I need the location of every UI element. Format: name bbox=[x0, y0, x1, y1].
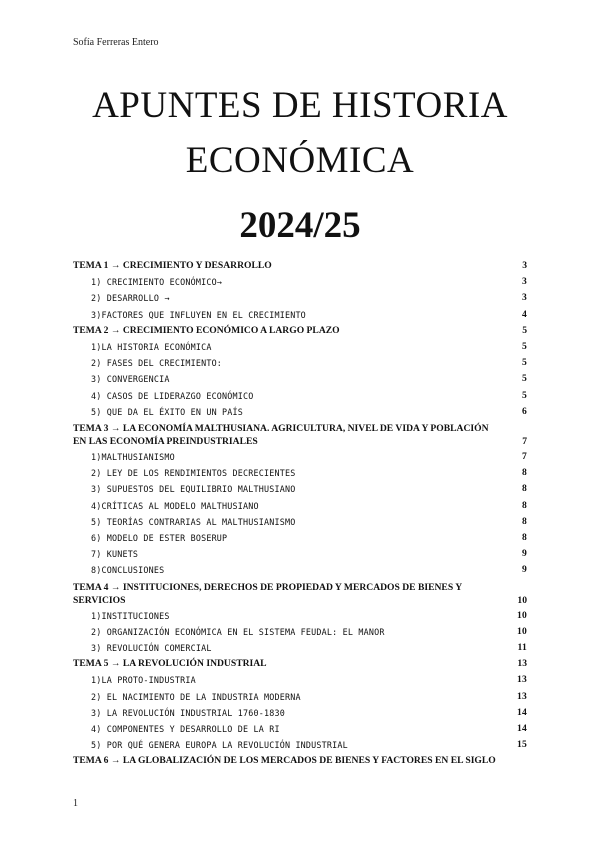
toc-entry-page: 8 bbox=[522, 483, 527, 495]
toc-section-entry[interactable] bbox=[73, 546, 527, 562]
toc-section-entry[interactable] bbox=[73, 689, 527, 705]
toc-entry-text: 8)CONCLUSIONES bbox=[91, 565, 165, 576]
toc-entry-page: 8 bbox=[522, 515, 527, 527]
toc-entry-page: 7 bbox=[522, 451, 527, 463]
toc-section-entry[interactable] bbox=[73, 355, 527, 371]
toc-section-entry[interactable] bbox=[73, 737, 527, 753]
toc-entry-page: 13 bbox=[517, 690, 527, 702]
toc-section-entry[interactable] bbox=[73, 624, 527, 640]
toc-entry-text: TEMA 3 → LA ECONOMÍA MALTHUSIANA. AGRICULTURA, NIVEL DE VIDA Y POBLACIÓN EN LAS ECONOMÍA PREINDUSTRIALES bbox=[73, 423, 489, 448]
toc-entry-page: 5 bbox=[522, 357, 527, 369]
toc-section-entry[interactable] bbox=[73, 388, 527, 404]
document-title bbox=[0, 78, 600, 188]
title-line-2: ECONÓMICA bbox=[185, 140, 415, 181]
page-number: 1 bbox=[73, 798, 78, 809]
toc-section-entry[interactable] bbox=[73, 721, 527, 737]
toc-entry-page: 9 bbox=[522, 564, 527, 576]
toc-entry-page: 10 bbox=[517, 594, 527, 606]
toc-entry-page: 15 bbox=[517, 739, 527, 751]
toc-entry-text: 5) TEORÍAS CONTRARIAS AL MALTHUSIANISMO bbox=[91, 516, 296, 527]
toc-entry-page: 11 bbox=[517, 642, 527, 654]
toc-chapter-entry[interactable] bbox=[73, 656, 527, 672]
toc-entry-text: 2) ORGANIZACIÓN ECONÓMICA EN EL SISTEMA FEUDAL: EL MANOR bbox=[91, 626, 385, 637]
author-name: Sofía Ferreras Entero bbox=[73, 37, 159, 48]
toc-entry-text: 2) DESARROLLO → bbox=[91, 293, 170, 304]
toc-entry-text: 1) CRECIMIENTO ECONÓMICO→ bbox=[91, 277, 223, 288]
toc-entry-page: 3 bbox=[522, 260, 527, 271]
toc-entry-page: 14 bbox=[517, 706, 527, 718]
toc-entry-text: 3) CONVERGENCIA bbox=[91, 374, 170, 385]
toc-entry-text: 1)LA PROTO-INDUSTRIA bbox=[91, 675, 196, 686]
toc-section-entry[interactable] bbox=[73, 530, 527, 546]
toc-entry-page: 3 bbox=[522, 276, 527, 288]
table-of-contents bbox=[73, 258, 527, 770]
toc-section-entry[interactable] bbox=[73, 290, 527, 306]
toc-section-entry[interactable] bbox=[73, 371, 527, 387]
toc-section-entry[interactable] bbox=[73, 274, 527, 290]
academic-year: 2024/25 bbox=[239, 205, 361, 246]
toc-entry-page: 9 bbox=[522, 548, 527, 560]
toc-entry-text: TEMA 6 → LA GLOBALIZACIÓN DE LOS MERCADOS DE BIENES Y FACTORES EN EL SIGLO bbox=[73, 755, 496, 767]
toc-entry-page: 5 bbox=[522, 324, 527, 336]
toc-entry-text: 7) KUNETS bbox=[91, 549, 139, 560]
toc-entry-text: 1)LA HISTORIA ECONÓMICA bbox=[91, 342, 212, 353]
toc-section-entry[interactable] bbox=[73, 307, 527, 323]
toc-entry-page: 13 bbox=[517, 674, 527, 686]
toc-entry-page: 14 bbox=[517, 723, 527, 735]
toc-entry-page: 5 bbox=[522, 341, 527, 353]
toc-entry-page: 7 bbox=[522, 436, 527, 448]
toc-entry-text: 5) POR QUÉ GENERA EUROPA LA REVOLUCIÓN INDUSTRIAL bbox=[91, 740, 348, 751]
toc-entry-page: 3 bbox=[522, 292, 527, 304]
toc-section-entry[interactable] bbox=[73, 562, 527, 578]
toc-chapter-entry[interactable] bbox=[73, 579, 527, 608]
toc-section-entry[interactable] bbox=[73, 449, 527, 465]
toc-chapter-entry[interactable] bbox=[73, 420, 527, 449]
toc-entry-text: 2) EL NACIMIENTO DE LA INDUSTRIA MODERNA bbox=[91, 691, 301, 702]
toc-section-entry[interactable] bbox=[73, 705, 527, 721]
toc-entry-text: 3) REVOLUCIÓN COMERCIAL bbox=[91, 643, 212, 654]
toc-entry-page: 4 bbox=[522, 308, 527, 320]
toc-entry-page: 6 bbox=[522, 405, 527, 417]
toc-entry-text: 2) FASES DEL CRECIMIENTO: bbox=[91, 358, 223, 369]
toc-entry-page: 10 bbox=[517, 625, 527, 637]
title-line-1: APUNTES DE HISTORIA bbox=[92, 85, 508, 126]
toc-entry-text: TEMA 2 → CRECIMIENTO ECONÓMICO A LARGO PLAZO bbox=[73, 324, 340, 336]
toc-entry-text: 5) QUE DA EL ÉXITO EN UN PAÍS bbox=[91, 406, 244, 417]
toc-entry-page: 5 bbox=[522, 373, 527, 385]
toc-section-entry[interactable] bbox=[73, 481, 527, 497]
toc-entry-text: 3) SUPUESTOS DEL EQUILIBRIO MALTHUSIANO bbox=[91, 484, 296, 495]
toc-section-entry[interactable] bbox=[73, 608, 527, 624]
toc-entry-page: 8 bbox=[522, 467, 527, 479]
toc-entry-text: 3)FACTORES QUE INFLUYEN EN EL CRECIMIENTO bbox=[91, 309, 306, 320]
toc-section-entry[interactable] bbox=[73, 514, 527, 530]
toc-chapter-entry[interactable] bbox=[73, 753, 527, 769]
toc-section-entry[interactable] bbox=[73, 672, 527, 688]
toc-entry-page: 13 bbox=[517, 658, 527, 670]
toc-entry-text: 4)CRÍTICAS AL MODELO MALTHUSIANO bbox=[91, 500, 259, 511]
toc-entry-text: 4) COMPONENTES Y DESARROLLO DE LA RI bbox=[91, 724, 280, 735]
toc-entry-page: 8 bbox=[522, 532, 527, 544]
toc-section-entry[interactable] bbox=[73, 465, 527, 481]
toc-entry-page: 10 bbox=[517, 609, 527, 621]
toc-chapter-entry[interactable] bbox=[73, 323, 527, 339]
toc-entry-text: 3) LA REVOLUCIÓN INDUSTRIAL 1760-1830 bbox=[91, 707, 285, 718]
toc-entry-text: TEMA 1 → CRECIMIENTO Y DESARROLLO bbox=[73, 260, 272, 271]
toc-entry-text: 4) CASOS DE LIDERAZGO ECONÓMICO bbox=[91, 390, 254, 401]
toc-section-entry[interactable] bbox=[73, 339, 527, 355]
toc-entry-page: 8 bbox=[522, 499, 527, 511]
toc-chapter-entry[interactable] bbox=[73, 258, 527, 274]
toc-entry-text: 1)INSTITUCIONES bbox=[91, 610, 170, 621]
toc-entry-text: 2) LEY DE LOS RENDIMIENTOS DECRECIENTES bbox=[91, 468, 296, 479]
toc-entry-text: TEMA 5 → LA REVOLUCIÓN INDUSTRIAL bbox=[73, 658, 267, 670]
toc-section-entry[interactable] bbox=[73, 498, 527, 514]
toc-entry-text: 6) MODELO DE ESTER BOSERUP bbox=[91, 533, 228, 544]
toc-section-entry[interactable] bbox=[73, 404, 527, 420]
toc-entry-text: 1)MALTHUSIANISMO bbox=[91, 452, 175, 463]
toc-entry-page: 5 bbox=[522, 389, 527, 401]
toc-entry-text: TEMA 4 → INSTITUCIONES, DERECHOS DE PROPIEDAD Y MERCADOS DE BIENES Y SERVICIOS bbox=[73, 581, 462, 606]
toc-section-entry[interactable] bbox=[73, 640, 527, 656]
